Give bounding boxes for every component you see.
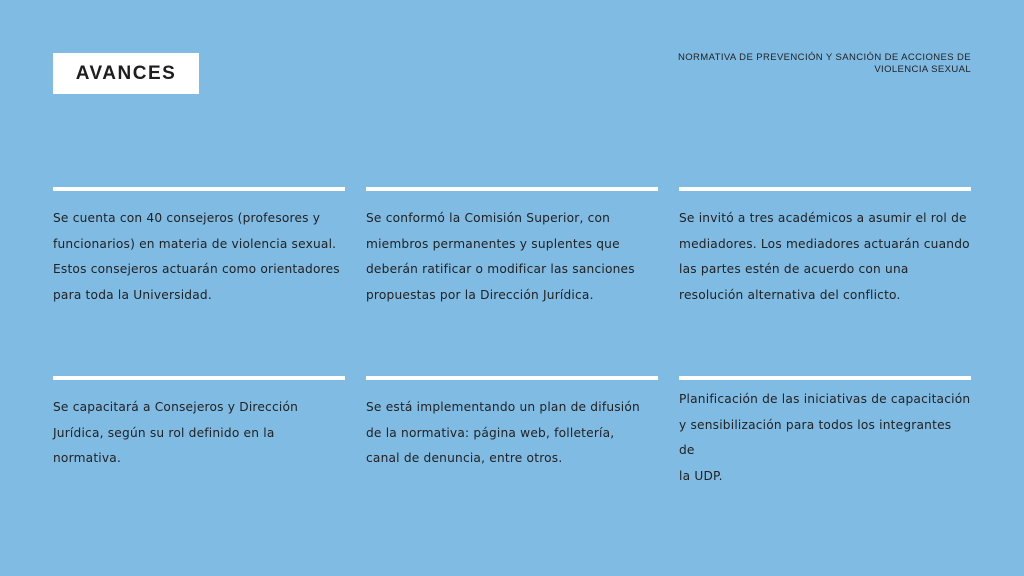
card-difusion: [366, 376, 658, 472]
card-line: propuestas por la Dirección Jurídica.: [366, 287, 594, 302]
card-line: para toda la Universidad.: [53, 287, 212, 302]
card-consejeros: [53, 187, 345, 308]
card-line: la UDP.: [679, 468, 723, 483]
card-line: las partes estén de acuerdo con una: [679, 262, 909, 277]
card-line: Se conformó la Comisión Superior, con: [366, 211, 611, 225]
card-divider: [366, 187, 658, 191]
card-line: miembros permanentes y suplentes que: [366, 236, 620, 251]
card-text: [53, 395, 345, 472]
card-text: [679, 206, 971, 308]
card-line: Se invitó a tres académicos a asumir el rol de: [679, 211, 967, 225]
page-title: AVANCES: [75, 62, 177, 84]
card-line: canal de denuncia, entre otros.: [366, 451, 563, 466]
card-divider: [53, 187, 345, 191]
card-line: Se cuenta con 40 consejeros (profesores y: [53, 211, 321, 225]
card-divider: [366, 376, 658, 380]
card-line: Se capacitará a Consejeros y Dirección: [53, 400, 299, 414]
title-box: [53, 53, 199, 94]
card-divider: [53, 376, 345, 380]
card-line: de la normativa: página web, folletería,: [366, 425, 615, 440]
card-text: [366, 206, 658, 308]
card-comision-superior: [366, 187, 658, 308]
card-text: [679, 387, 971, 489]
page-subtitle: [651, 52, 971, 76]
card-line: mediadores. Los mediadores actuarán cuando: [679, 236, 970, 251]
card-line: y sensibilización para todos los integrantes de: [679, 417, 952, 458]
card-line: Jurídica, según su rol definido en la normativa.: [53, 425, 275, 466]
card-text: [366, 395, 658, 472]
card-planificacion: [679, 376, 971, 489]
subtitle-line: VIOLENCIA SEXUAL: [874, 64, 971, 75]
card-line: deberán ratificar o modificar las sanciones: [366, 262, 635, 277]
card-line: resolución alternativa del conflicto.: [679, 287, 901, 302]
card-line: funcionarios) en materia de violencia sexual.: [53, 236, 337, 251]
card-mediadores: [679, 187, 971, 308]
card-line: Planificación de las iniciativas de capacitación: [679, 392, 971, 406]
subtitle-line: NORMATIVA DE PREVENCIÓN Y SANCIÓN DE ACCIONES DE: [678, 52, 971, 63]
card-text: [53, 206, 345, 308]
card-line: Se está implementando un plan de difusión: [366, 400, 640, 414]
card-divider: [679, 187, 971, 191]
card-line: Estos consejeros actuarán como orientadores: [53, 262, 340, 277]
card-divider: [679, 376, 971, 380]
card-capacitacion: [53, 376, 345, 472]
